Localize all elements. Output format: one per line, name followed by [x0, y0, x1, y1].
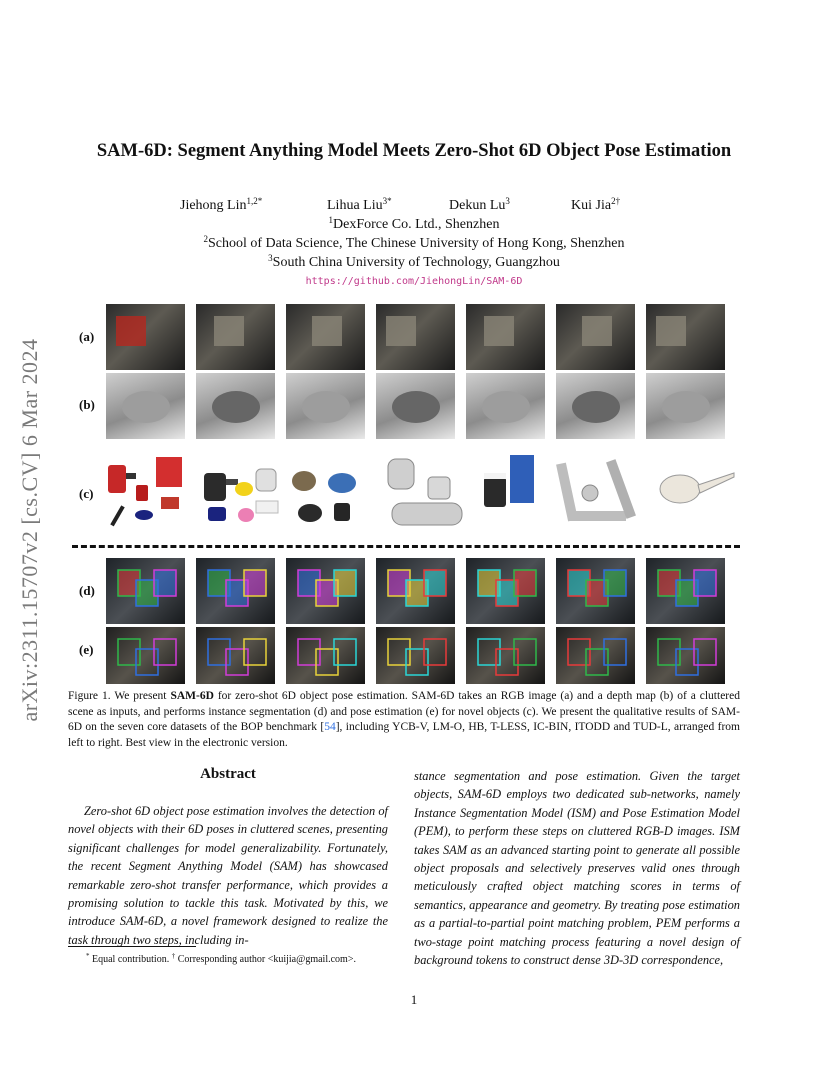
- rgb-image-tile-content: [556, 304, 635, 370]
- segmentation-result-tile: [556, 558, 635, 624]
- depth-map-tile: [646, 373, 725, 439]
- pose-result-tile: [556, 627, 635, 684]
- tless-part-3: [392, 503, 462, 525]
- segmentation-mask: [244, 570, 266, 596]
- paper-title: SAM-6D: Segment Anything Model Meets Zero-Shot 6D Object Pose Estimation: [96, 141, 732, 161]
- author-3: [449, 196, 510, 214]
- dog-model: [292, 471, 316, 491]
- caption-text: ], including YCB-V, LM-O, HB, T-LESS, IC-BIN, ITODD and TUD-L, arranged from left to right. Best view in the electronic version.: [68, 721, 740, 749]
- footnote-text: Corresponding author <kuijia@gmail.com>.: [175, 954, 356, 965]
- scene-object: [386, 316, 416, 346]
- segmentation-result-tile: [376, 558, 455, 624]
- author-name: Lihua Liu: [327, 198, 383, 213]
- segmentation-result-tile-content: [376, 558, 455, 624]
- caption-text: We present: [110, 690, 171, 702]
- segmentation-result-tile: [196, 558, 275, 624]
- rgb-image-tile-content: [106, 304, 185, 370]
- segmentation-mask: [424, 570, 446, 596]
- segmentation-result-tile: [466, 558, 545, 624]
- repo-link[interactable]: https://github.com/JiehongLin/SAM-6D: [305, 276, 523, 287]
- depth-map-tile: [286, 373, 365, 439]
- caption-text: for zero-shot 6D object pose estimation. SAM-6D takes an RGB image (a) and a depth map (b) of a cluttered scene as inputs, and performs instance segmentation (d) and pose estimation (e) for novel objects (c). We present the qualitative results of SAM-6D on the seven core datasets of the BOP benchmark [: [68, 690, 740, 733]
- depth-map-tile: [376, 373, 455, 439]
- segmentation-mask: [514, 570, 536, 596]
- tudl-watering-can-spout: [698, 473, 734, 493]
- watering-can-model: [256, 469, 276, 491]
- author-name: Dekun Lu: [449, 198, 506, 213]
- pose-result-tile: [286, 627, 365, 684]
- depth-map-tile-content: [556, 373, 635, 439]
- caption-label: Figure 1.: [68, 690, 111, 702]
- tool-model: [298, 504, 322, 522]
- car-model: [328, 473, 356, 493]
- scene-object: [312, 316, 342, 346]
- affiliation-sup: 1: [328, 215, 334, 225]
- segmentation-result-tile-content: [196, 558, 275, 624]
- tudl-watering-can-body: [660, 475, 700, 503]
- author-sup: 3: [505, 196, 510, 206]
- scene-object: [484, 316, 514, 346]
- figure-row-label-c: (c): [79, 486, 94, 501]
- coffee-cup-lid: [484, 473, 506, 479]
- pose-result-tile: [466, 627, 545, 684]
- affiliation-3: [0, 253, 828, 271]
- footnote-sup: †: [171, 952, 176, 960]
- arxiv-identifier-text: arXiv:2311.15707v2 [cs.CV] 6 Mar 2024: [17, 338, 42, 722]
- segmentation-result-tile: [646, 558, 725, 624]
- pose-result-tile-content: [556, 627, 635, 684]
- tless-part-1: [388, 459, 414, 489]
- abstract-body-right: stance segmentation and pose estimation. Given the target objects, SAM-6D employs two dedicated sub-networks, namely Instance Segmentation Model (ISM) and Pose Estimation Model (PEM), to perform these steps on cluttered RGB-D images. ISM takes SAM as an advanced starting point to generate all possible object proposals and selectively preserves valid ones through meticulously crafted object matching scores in terms of semantics, appearance and geometry. By treating pose estimation as a partial-to-partial point matching problem, PEM performs a two-stage point matching process featuring a novel design of background tokens to construct dense 3D-3D correspondence,: [414, 769, 740, 968]
- affiliation-text: South China University of Technology, Guangzhou: [272, 255, 560, 270]
- rgb-image-tile: [286, 304, 365, 370]
- figure-row-label-b: (b): [79, 397, 95, 412]
- pose-result-tile-content: [466, 627, 545, 684]
- lmo-drill-bit-model: [226, 479, 238, 485]
- segmentation-mask: [334, 570, 356, 596]
- rgb-image-tile-content: [646, 304, 725, 370]
- figure-row-label-a: (a): [79, 329, 95, 344]
- pose-result-tile: [376, 627, 455, 684]
- rgb-image-tile: [556, 304, 635, 370]
- duck-model: [235, 482, 253, 496]
- rgb-image-tile-content: [466, 304, 545, 370]
- spam-can-model: [161, 497, 179, 509]
- depth-map-tile-content: [106, 373, 185, 439]
- depth-map-tile-content: [286, 373, 365, 439]
- scene-object: [116, 316, 146, 346]
- itodd-rail-model: [606, 459, 636, 519]
- footnote-text: Equal contribution.: [89, 954, 172, 965]
- author-name: Kui Jia: [571, 198, 612, 213]
- tless-part-2: [428, 477, 450, 499]
- rgb-image-tile: [646, 304, 725, 370]
- segmentation-result-tile-content: [556, 558, 635, 624]
- segmentation-result-tile: [286, 558, 365, 624]
- drill-model: [108, 465, 126, 493]
- depth-object: [482, 391, 530, 423]
- depth-object: [392, 391, 440, 423]
- depth-map-tile-content: [376, 373, 455, 439]
- segmentation-mask: [694, 570, 716, 596]
- author-sup: 2†: [611, 196, 621, 206]
- lmo-drill-model: [204, 473, 226, 501]
- author-name: Jiehong Lin: [180, 198, 247, 213]
- segmentation-result-tile-content: [466, 558, 545, 624]
- depth-map-tile-content: [466, 373, 545, 439]
- scene-object: [582, 316, 612, 346]
- depth-map-tile: [196, 373, 275, 439]
- author-sup: 3*: [382, 196, 392, 206]
- depth-map-tile: [466, 373, 545, 439]
- itodd-bracket-horizontal: [568, 511, 626, 521]
- tuna-can-model: [135, 510, 153, 520]
- figure-row-label-e: (e): [79, 642, 94, 657]
- affiliation-text: DexForce Co. Ltd., Shenzhen: [333, 217, 500, 232]
- citation-link[interactable]: 54: [324, 721, 336, 733]
- coffee-cup-model: [484, 477, 506, 507]
- rgb-image-tile: [466, 304, 545, 370]
- depth-object: [212, 391, 260, 423]
- rgb-image-tile-content: [376, 304, 455, 370]
- camera-model: [334, 503, 350, 521]
- depth-map-tile: [106, 373, 185, 439]
- segmentation-result-tile-content: [106, 558, 185, 624]
- footnote: [86, 952, 356, 965]
- cracker-box-model: [156, 457, 182, 487]
- depth-object: [572, 391, 620, 423]
- depth-map-tile-content: [196, 373, 275, 439]
- juice-carton-model: [510, 455, 534, 503]
- rgb-image-tile-content: [286, 304, 365, 370]
- segmentation-result-tile-content: [646, 558, 725, 624]
- pose-result-tile: [106, 627, 185, 684]
- segmentation-mask: [604, 570, 626, 596]
- abstract-body-left: Zero-shot 6D object pose estimation involves the detection of novel objects with their 6D poses in cluttered scenes, presenting significant challenges for model generalizability. Fortunately, the recent Segment Anything Model (SAM) has showcased remarkable zero-shot transfer performance, which provides a promising solution to tackle this task. Motivated by this, we introduce SAM-6D, a novel framework designed to realize the task through two steps, including in-: [68, 804, 388, 947]
- page-number: 1: [410, 992, 418, 1007]
- figure-row-object-models: [106, 455, 738, 535]
- author-4: [571, 196, 620, 214]
- itodd-gear-model: [582, 485, 598, 501]
- figure-row-label-d: (d): [79, 583, 95, 598]
- affiliation-sup: 2: [203, 234, 208, 244]
- pose-result-tile: [646, 627, 725, 684]
- marker-model: [110, 505, 124, 526]
- figure-caption: [68, 689, 740, 751]
- rgb-image-tile: [376, 304, 455, 370]
- soup-can-model: [136, 485, 148, 501]
- segmentation-result-tile: [106, 558, 185, 624]
- rgb-image-tile: [196, 304, 275, 370]
- pose-result-tile-content: [196, 627, 275, 684]
- arxiv-identifier: [0, 290, 60, 770]
- affiliation-2: [0, 234, 828, 252]
- depth-object: [122, 391, 170, 423]
- pose-result-tile-content: [646, 627, 725, 684]
- segmentation-mask: [154, 570, 176, 596]
- footnote-rule: [68, 946, 196, 947]
- scene-object: [214, 316, 244, 346]
- scene-object: [656, 316, 686, 346]
- pose-result-tile-content: [106, 627, 185, 684]
- abstract-heading: Abstract: [200, 766, 256, 782]
- rgb-image-tile: [106, 304, 185, 370]
- author-1: [180, 196, 262, 214]
- depth-object: [662, 391, 710, 423]
- pose-result-tile-content: [286, 627, 365, 684]
- pose-result-tile: [196, 627, 275, 684]
- glue-model: [256, 501, 278, 513]
- caption-bold-text: SAM-6D: [170, 690, 214, 702]
- object-models-illustration: [106, 455, 738, 535]
- depth-map-tile: [556, 373, 635, 439]
- figure-separator: [72, 545, 740, 548]
- affiliation-1: [0, 215, 828, 233]
- author-sup: 1,2*: [246, 196, 263, 206]
- depth-object: [302, 391, 350, 423]
- pose-result-tile-content: [376, 627, 455, 684]
- footnote-sup: *: [86, 952, 90, 960]
- affiliation-text: School of Data Science, The Chinese University of Hong Kong, Shenzhen: [207, 236, 625, 251]
- depth-map-tile-content: [646, 373, 725, 439]
- affiliation-sup: 3: [268, 253, 273, 263]
- cat-model: [238, 508, 254, 522]
- eggbox-model: [208, 507, 226, 521]
- rgb-image-tile-content: [196, 304, 275, 370]
- author-2: [327, 196, 392, 214]
- drill-bit-model: [126, 473, 136, 479]
- segmentation-result-tile-content: [286, 558, 365, 624]
